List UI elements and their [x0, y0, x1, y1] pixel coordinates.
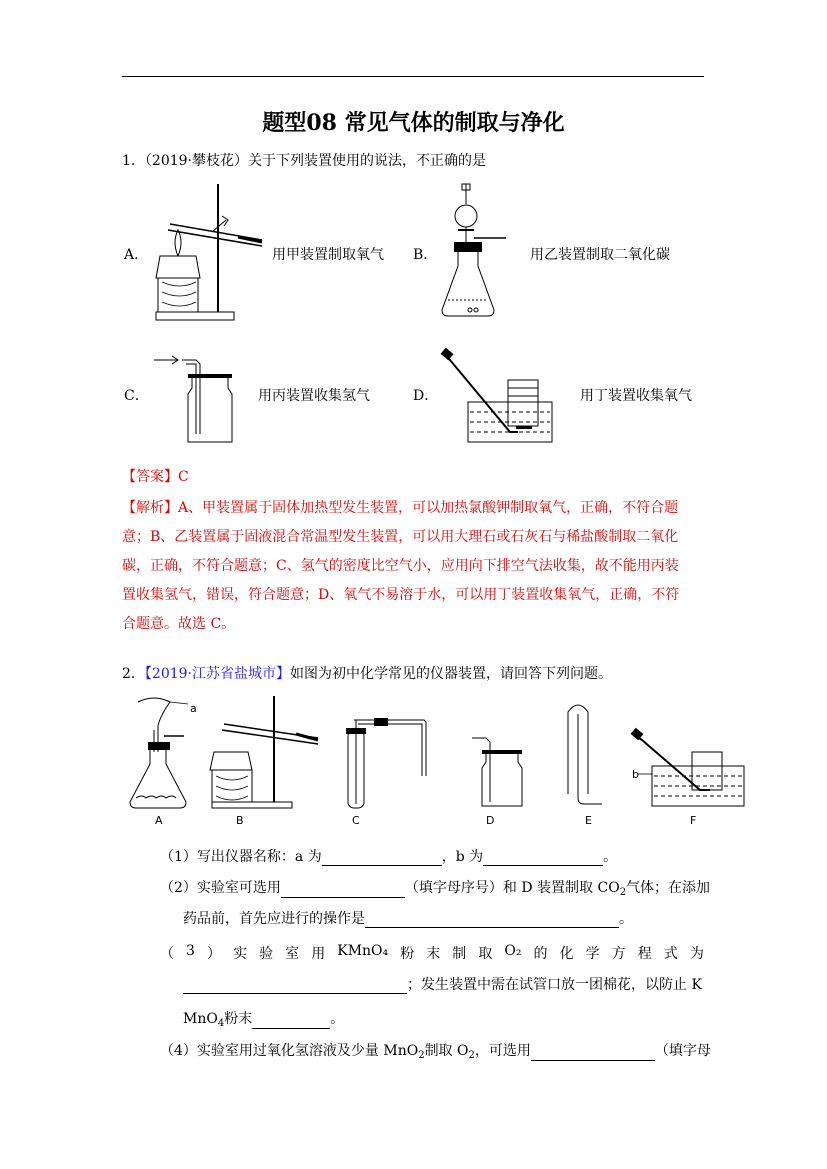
sub3-token: 的 [533, 946, 548, 962]
answer-blank[interactable] [531, 1046, 655, 1061]
q1-option-b-text: 用乙装置制取二氧化碳 [530, 247, 670, 263]
callout-a: a [190, 702, 197, 715]
q2-sub2-line1: （2）实验室可选用 （填字母序号）和 D 装置制取 $CO_2$气体；在添加 [160, 880, 711, 898]
q1-analysis [122, 494, 704, 639]
q2-sub4: （4）实验室用过氧化氢溶液及少量 MnO$_2$制取 $O_2$，可选用 （填字母 [160, 1043, 711, 1061]
sub3-token: 学 [585, 946, 600, 962]
answer-blank[interactable] [183, 979, 407, 994]
analysis-line: 碳，正确，不符合题意；C、氢气的密度比空气小，应用向下排空气法收集，故不能用丙装 [122, 558, 679, 574]
figure-apparatus-jia [150, 182, 270, 322]
callout-b: b [632, 768, 639, 781]
q2-stem: 2．【2019·江苏省盐城市】如图为初中化学常见的仪器装置，请回答下列问题。 [122, 666, 613, 682]
sub3-token: 化 [559, 946, 574, 962]
label-f: F [690, 814, 697, 827]
q1-answer [122, 466, 189, 486]
sub3-token: （ [160, 946, 174, 962]
sub3-token: 取 [478, 946, 493, 962]
q2-sub1: （1）写出仪器名称：a 为 ，b 为 。 [160, 849, 618, 865]
sub3-token: 方 [611, 946, 626, 962]
sub3-token: KMnO₄ [337, 943, 389, 959]
sub3-token: 为 [689, 946, 704, 962]
figure-apparatus-yi [440, 182, 520, 322]
q2-sub2-line2: 药品前，首先应进行的操作是 。 [183, 911, 633, 927]
apparatus-c [346, 718, 426, 808]
analysis-tag: 【解析】 [122, 500, 178, 516]
label-b: B [236, 814, 244, 827]
q2-sub3-line3: MnO$_4$粉末 。 [183, 1011, 345, 1029]
sub3-token: 粉 [400, 946, 415, 962]
sub3-token: 实 [233, 946, 248, 962]
sub3-token: 式 [663, 946, 678, 962]
apparatus-d [472, 738, 522, 806]
sub3-token: 用 [311, 946, 326, 962]
analysis-line: 置收集氢气，错误，符合题意；D、氧气不易溶于水，可以用丁装置收集氧气，正确，不符 [122, 587, 680, 603]
answer-blank[interactable] [281, 883, 405, 898]
q1-option-d-text: 用丁装置收集氧气 [580, 388, 692, 404]
q1-option-d-letter: D． [413, 388, 439, 404]
answer-blank[interactable] [483, 851, 603, 866]
label-c: C [352, 814, 360, 827]
sub3-token: 验 [259, 946, 274, 962]
q1-stem: 1．（2019·攀枝花）关于下列装置使用的说法，不正确的是 [122, 153, 486, 169]
q1-option-a-letter: A． [124, 247, 149, 263]
apparatus-f [631, 728, 744, 806]
apparatus-e [568, 705, 602, 804]
analysis-line: 意；B、乙装置属于固液混合常温型发生装置，可以用大理石或石灰石与稀盐酸制取二氧化 [122, 529, 679, 545]
label-e: E [585, 814, 592, 827]
sub3-token: O₂ [504, 943, 522, 959]
apparatus-b [210, 696, 318, 808]
analysis-line: 合题意。故选 C。 [122, 616, 236, 632]
sub3-token: 室 [285, 946, 300, 962]
answer-blank[interactable] [322, 851, 442, 866]
apparatus-a [130, 698, 188, 808]
q1-option-a-text: 用甲装置制取氧气 [272, 247, 384, 263]
answer-blank[interactable] [365, 913, 619, 928]
figure-apparatus-bing [152, 350, 242, 450]
sub3-token: 末 [426, 946, 441, 962]
page-title: 题型08 常见气体的制取与净化 [262, 110, 565, 136]
analysis-line: 【解析】A、甲装置属于固体加热型发生装置，可以加热氯酸钾制取氧气，正确，不符合题 [122, 500, 679, 516]
answer-tag: 【答案】 [122, 469, 178, 485]
sub3-token: 程 [637, 946, 652, 962]
q2-apparatus-figure [124, 694, 724, 834]
answer-value: C [178, 469, 189, 485]
label-d: D [486, 814, 495, 827]
sub3-token: 制 [452, 946, 467, 962]
q1-option-b-letter: B． [413, 247, 438, 263]
q1-option-c-text: 用丙装置收集氢气 [258, 388, 370, 404]
header-rule [122, 76, 704, 77]
q2-source: 【2019·江苏省盐城市】 [144, 666, 291, 682]
answer-blank[interactable] [252, 1014, 330, 1029]
figure-apparatus-ding [440, 350, 560, 450]
q2-sub3-line1 [160, 943, 704, 963]
q2-sub3-line2: ；发生装置中需在试管口放一团棉花，以防止 K [183, 974, 702, 994]
sub3-token: 3 [186, 943, 195, 959]
sub3-token: ） [207, 946, 222, 962]
q1-option-c-letter: C． [124, 388, 149, 404]
label-a: A [155, 814, 163, 827]
